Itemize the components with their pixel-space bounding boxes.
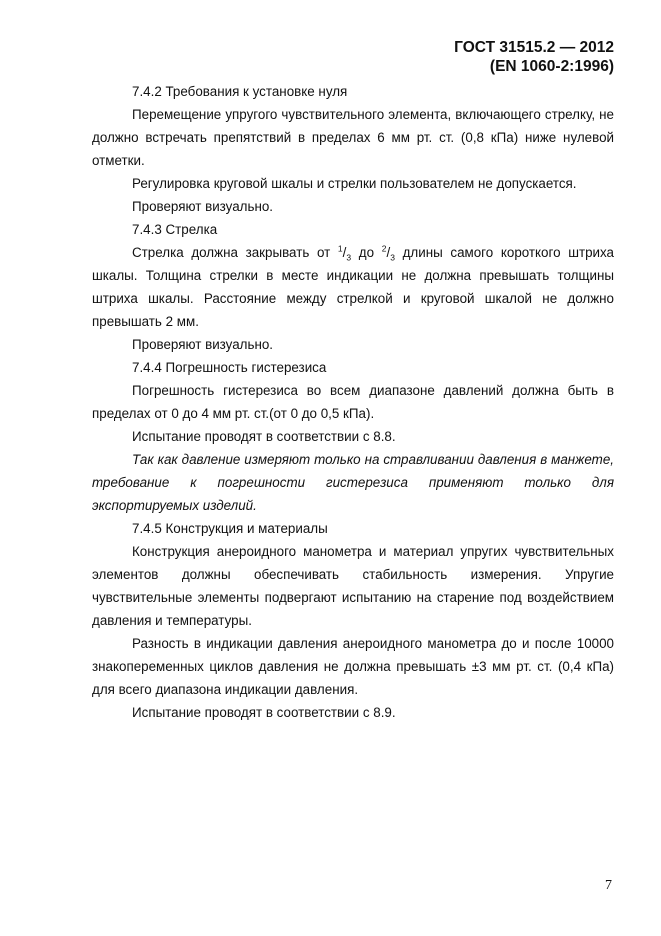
section-7-4-2-paragraph-3: Проверяют визуально.: [132, 199, 274, 214]
section-7-4-3-paragraph-1: Стрелка должна закрывать от $^1/_3$ до $^2/_3$ длины самого короткого штриха шкалы. Толщина стрелки в месте индикации не должна превышать толщины штриха шкалы. Расстояние между стрелкой и круговой шкалой не должно превышать 2 мм.: [92, 243, 615, 329]
section-7-4-4-title: 7.4.4 Погрешность гистерезиса: [132, 360, 327, 375]
section-7-4-2-paragraph-2: Регулировка круговой шкалы и стрелки пользователем не допускается.: [132, 176, 577, 191]
section-7-4-5-paragraph-3: Испытание проводят в соответствии с 8.9.: [132, 705, 396, 720]
standard-number: ГОСТ 31515.2 — 2012: [454, 39, 614, 56]
fraction-2-numerator: 2: [381, 243, 387, 254]
section-7-4-4-paragraph-1: Погрешность гистерезиса во всем диапазоне давлений должна быть в пределах от 0 до 4 мм рт. ст.(от 0 до 0,5 кПа).: [92, 383, 614, 421]
fraction-2-denominator: 3: [390, 252, 395, 263]
pointer-text-start: Стрелка должна закрывать от: [132, 245, 338, 260]
document-header: [454, 38, 614, 76]
section-7-4-3-paragraph-2: Проверяют визуально.: [132, 337, 274, 352]
document-body: [92, 80, 614, 724]
section-7-4-3-title: 7.4.3 Стрелка: [132, 222, 218, 237]
section-7-4-4-note: Так как давление измеряют только на стравливании давления в манжете, требование к погрешности гистерезиса применяют только для экспортируемых изделий.: [92, 452, 614, 513]
pointer-text-middle: до: [351, 245, 382, 260]
section-7-4-2-paragraph-1: Перемещение упругого чувствительного элемента, включающего стрелку, не должно встречать препятствий в пределах 6 мм рт. ст. (0,8 кПа) ниже нулевой отметки.: [92, 107, 614, 168]
pointer-text-end: длины самого короткого штриха шкалы. Толщина стрелки в месте индикации не должна превышать толщины штриха шкалы. Расстояние между стрелкой и круговой шкалой не должно превышать 2 мм.: [92, 245, 615, 329]
section-7-4-5-paragraph-1: Конструкция анероидного манометра и материал упругих чувствительных элементов должны обеспечивать стабильность измерения. Упругие чувствительные элементы подвергают испытанию на старение под воздействием давления и температуры.: [92, 544, 614, 628]
page-number: 7: [605, 878, 612, 893]
section-7-4-4-paragraph-2: Испытание проводят в соответствии с 8.8.: [132, 429, 396, 444]
section-7-4-2-title: 7.4.2 Требования к установке нуля: [132, 84, 348, 99]
section-7-4-5-paragraph-2: Разность в индикации давления анероидного манометра до и после 10000 знакопеременных циклов давления не должна превышать ±3 мм рт. ст. (0,4 кПа) для всего диапазона индикации давления.: [92, 636, 614, 697]
fraction-1-numerator: 1: [337, 243, 343, 254]
section-7-4-5-title: 7.4.5 Конструкция и материалы: [132, 521, 328, 536]
standard-reference: (EN 1060-2:1996): [489, 58, 614, 75]
fraction-1-denominator: 3: [346, 252, 352, 263]
